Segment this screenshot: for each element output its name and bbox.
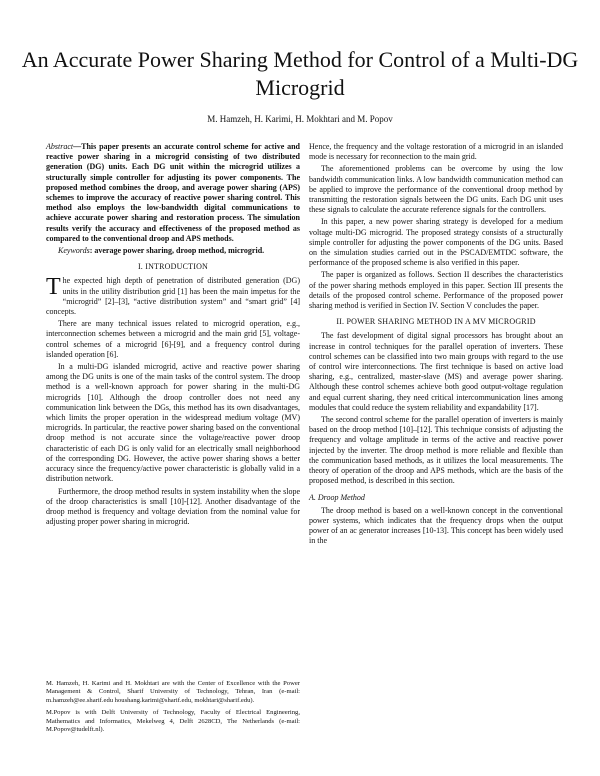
intro-paragraph-4: Furthermore, the droop method results in system instability when the slope of the droop characteristics is small [10]-[12]. Another disadvantage of the droop method is frequency and voltage deviation from the nominal value for adjusting proper power sharing in microgrid. (46, 486, 300, 527)
affiliation-footnote (46, 680, 300, 738)
drop-cap: T (46, 274, 61, 301)
author-list: M. Hamzeh, H. Karimi, H. Mokhtari and M. Popov (207, 114, 393, 124)
keywords (46, 246, 300, 256)
subsection-a-paragraph-1: The droop method is based on a well-known concept in the conventional power systems, which indicates that the frequency drops when the output power of an ac generator increases [10-13]. This concept has been widely used in the (309, 505, 563, 546)
footnote-1: M. Hamzeh, H. Karimi and H. Mokhtari are with the Center of Excellence with the Power Management & Control, Sharif University of Technology, Tehran, Iran (e-mail: m.hamzeh@ee.sharif.edu houshang.karimi@sharif.edu, mokhtari@sharif.edu). (46, 680, 300, 704)
keywords-text: : average power sharing, droop method, microgrid. (89, 246, 265, 256)
right-paragraph-1: Hence, the frequency and the voltage restoration of a microgrid in an islanded mode is necessary for reconnection to the main grid. (309, 142, 563, 162)
subsection-heading-droop: A. Droop Method (309, 492, 365, 502)
section2-paragraph-2: The second control scheme for the parallel operation of inverters is mainly based on the droop method [10]–[12]. This technique consists of adjusting the frequency and voltage amplitude in terms of the active and reactive power injected by the inverter. The droop method is more reliable and flexible than the communication based methods, as it utilizes the local measurements. The theory of operation of the droop and APS methods, which are the basis of the proposed method, is described in this section. (309, 415, 563, 486)
section2-paragraph-1: The fast development of digital signal processors has brought about an increase in control techniques for the parallel operation of inverters. These control schemes can be classified into two main groups with regard to the use of control wire interconnections. The first technique is based on active load sharing, e.g., centralized, master-slave (MS) and average power sharing. Although these control schemes achieve both good output-voltage regulation and equal current sharing, they need critical intercommunication lines among modules that could reduce the system reliability and expandability [17]. (309, 331, 563, 412)
abstract (46, 142, 300, 244)
intro-paragraph-1 (46, 276, 300, 317)
section-heading-power-sharing: II. POWER SHARING METHOD IN A MV MICROGRID (336, 317, 536, 327)
keywords-label: Keywords (58, 246, 90, 256)
abstract-label: Abstract (46, 142, 74, 151)
footnote-2: M.Popov is with Delft University of Technology, Faculty of Electrical Engineering, Mathematics and Informatics, Mekelweg 4, Delft 2628CD, The Netherlands (e-mail: M.Popov@tudelft.nl). (46, 709, 300, 734)
intro-paragraph-1-text: he expected high depth of penetration of distributed generation (DG) units in the utility distribution grid [1] has been the main impetus for the “microgrid” [2]–[3], “active distribution system” and “smart grid” [4] concepts. (46, 276, 300, 317)
intro-paragraph-2: There are many technical issues related to microgrid operation, e.g., interconnection schemes between a microgrid and the main grid [5], voltage-control schemes of a microgrid [6]-[9], and a frequency control during islanded operation [6]. (46, 319, 300, 359)
right-paragraph-2: The aforementioned problems can be overcome by using the low bandwidth communication links. A low bandwidth communication method can be applied to improve the performance of the conventional droop method by transmitting the restoration signals between the DG units. Each DG unit uses these signals to calculate the accurate reference signals for the controllers. (309, 164, 563, 215)
left-column (46, 142, 300, 529)
right-paragraph-4: The paper is organized as follows. Section II describes the characteristics of the power sharing methods employed in this paper. Section III presents the details of the proposed control scheme. Performance of the proposed power sharing method is verified in Section IV. Section V concludes the paper. (309, 270, 563, 311)
paper-title: An Accurate Power Sharing Method for Control of a Multi-DG Microgrid (21, 47, 579, 100)
abstract-text: —This paper presents an accurate control scheme for active and reactive power sharing in a microgrid consisting of two distributed generation (DG) units. Each DG unit within the microgrid utilizes a structurally simple controller for adjusting its power components. The proposed method combines the droop, and average power sharing (APS) schemes to improve the accuracy of reactive power sharing control. This method also employs the low-bandwidth digital communications to achieve accurate power sharing and restoration process. The simulation results verify the accuracy and effectiveness of the proposed method as compared to the conventional droop and APS methods. (46, 142, 300, 243)
intro-paragraph-3: In a multi-DG islanded microgrid, active and reactive power sharing among the DG units is one of the main tasks of the control system. The droop method is a well-known approach for power sharing in the multi-DG microgrids [10]. Although the droop controller does not need any communication link between the DGs, this method has its own disadvantages, which limits the proper operation in the widespread medium voltage (MV) microgrids. In particular, the reactive power sharing based on the conventional droop method is not accurate since the voltage/reactive power droop characteristic of each DG is only valid for an electrically small neighborhood of the corresponding DG. However, the active power sharing shows a better accuracy since the frequency/active power characteristic is globally valid in a distribution network. (46, 362, 300, 484)
right-column (309, 142, 563, 549)
right-paragraph-3: In this paper, a new power sharing strategy is developed for a medium voltage multi-DG microgrid. The proposed strategy consists of a structurally simple controller for adjusting the power components of the DG units. Based on the simulation studies carried out in the PSCAD/EMTDC software, the performance of the proposed scheme is also verified in this paper. (309, 217, 563, 268)
section-heading-introduction: I. INTRODUCTION (137, 262, 209, 272)
